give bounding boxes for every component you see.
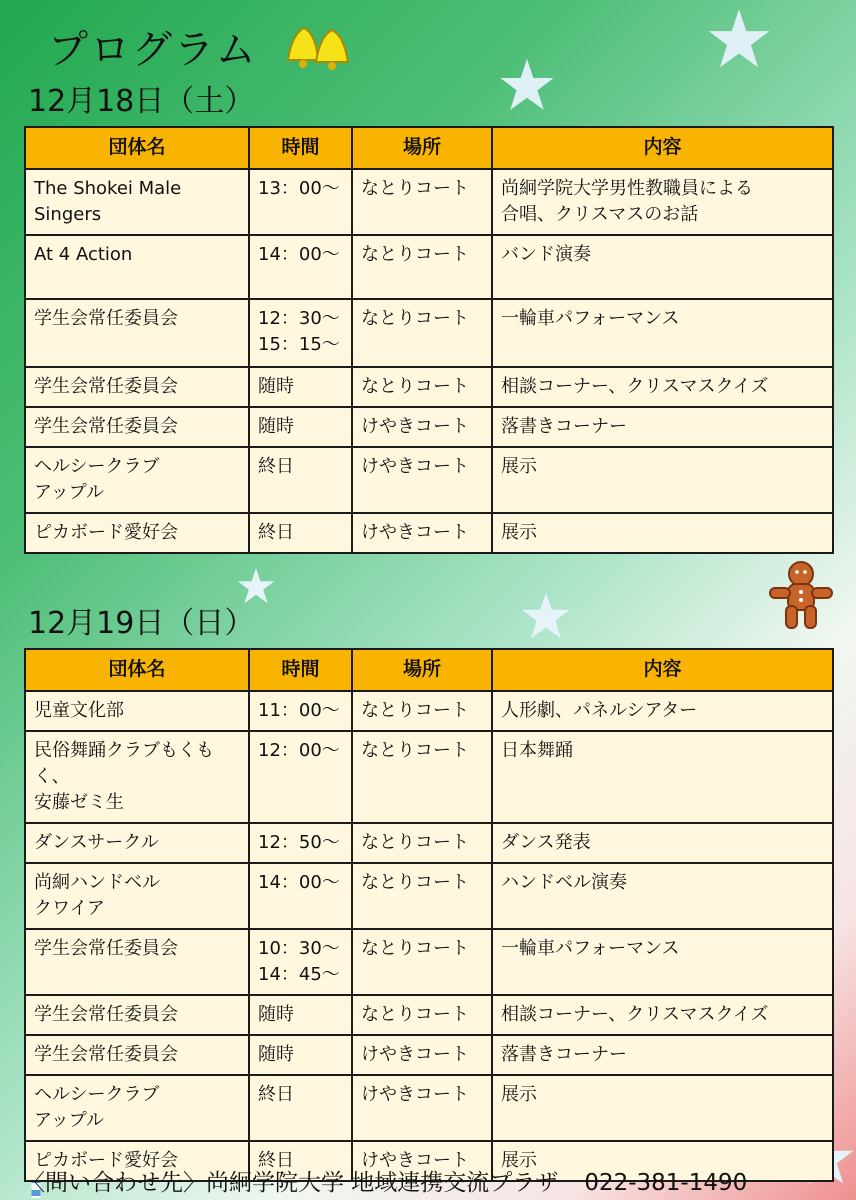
cell-time: 終日 (249, 447, 352, 513)
cell-time: 終日 (249, 1075, 352, 1141)
table-row (25, 299, 833, 367)
cell-content: 展示 (492, 447, 833, 513)
column-header-group: 団体名 (25, 127, 249, 169)
cell-group: 民俗舞踊クラブもくもく、 安藤ゼミ生 (25, 731, 249, 823)
cell-time: 14：00〜 (249, 235, 352, 299)
day1-date: 12月18日（土） (28, 84, 255, 119)
table-header-row (25, 127, 833, 169)
cell-group: 学生会常任委員会 (25, 299, 249, 367)
cell-content: 落書きコーナー (492, 1035, 833, 1075)
table-row (25, 407, 833, 447)
table-row (25, 367, 833, 407)
bell-icon (282, 14, 354, 74)
cell-place: なとりコート (352, 691, 492, 731)
cell-place: なとりコート (352, 731, 492, 823)
table-row (25, 823, 833, 863)
cell-content: 相談コーナー、クリスマスクイズ (492, 995, 833, 1035)
star-icon (706, 6, 772, 72)
cell-group: ピカボード愛好会 (25, 513, 249, 553)
cell-group: 学生会常任委員会 (25, 995, 249, 1035)
cell-place: なとりコート (352, 929, 492, 995)
table-row (25, 513, 833, 553)
cell-group: 児童文化部 (25, 691, 249, 731)
cell-time: 10：30〜 14：45〜 (249, 929, 352, 995)
cell-time: 終日 (249, 513, 352, 553)
column-header-place: 場所 (352, 127, 492, 169)
table-row (25, 691, 833, 731)
cell-place: けやきコート (352, 1141, 492, 1181)
cell-group: ダンスサークル (25, 823, 249, 863)
cell-time: 13：00〜 (249, 169, 352, 235)
cell-content: 相談コーナー、クリスマスクイズ (492, 367, 833, 407)
cell-group: ピカボード愛好会 (25, 1141, 249, 1181)
day2-date: 12月19日（日） (28, 606, 255, 641)
table-row (25, 447, 833, 513)
table-row (25, 1075, 833, 1141)
cell-group: At 4 Action (25, 235, 249, 299)
cell-time: 11：00〜 (249, 691, 352, 731)
cell-time: 随時 (249, 407, 352, 447)
cell-group: 学生会常任委員会 (25, 407, 249, 447)
column-header-time: 時間 (249, 127, 352, 169)
cell-content: ハンドベル演奏 (492, 863, 833, 929)
gingerbread-icon (766, 560, 836, 632)
column-header-content: 内容 (492, 127, 833, 169)
cell-place: なとりコート (352, 995, 492, 1035)
cell-time: 12：00〜 (249, 731, 352, 823)
cell-place: なとりコート (352, 863, 492, 929)
cell-group: The Shokei Male Singers (25, 169, 249, 235)
table-row (25, 995, 833, 1035)
table-row (25, 863, 833, 929)
cell-content: 日本舞踊 (492, 731, 833, 823)
table-header-row (25, 649, 833, 691)
cell-group: 学生会常任委員会 (25, 929, 249, 995)
cell-group: 学生会常任委員会 (25, 1035, 249, 1075)
cell-time: 14：00〜 (249, 863, 352, 929)
column-header-group: 団体名 (25, 649, 249, 691)
cell-content: ダンス発表 (492, 823, 833, 863)
contact-label: 〈問い合わせ先〉尚絅学院大学 地域連携交流プラザ (22, 1170, 559, 1196)
cell-content: 落書きコーナー (492, 407, 833, 447)
cell-content: 一輪車パフォーマンス (492, 929, 833, 995)
cell-place: なとりコート (352, 823, 492, 863)
cell-place: けやきコート (352, 513, 492, 553)
contact-phone: 022-381-1490 (584, 1170, 748, 1196)
cell-time: 随時 (249, 1035, 352, 1075)
cell-content: 尚絅学院大学男性教職員による 合唱、クリスマスのお話 (492, 169, 833, 235)
cell-place: なとりコート (352, 367, 492, 407)
day1-program-table (24, 126, 834, 554)
cell-place: けやきコート (352, 1075, 492, 1141)
day2-program-table (24, 648, 834, 1182)
cell-time: 随時 (249, 995, 352, 1035)
cell-content: 一輪車パフォーマンス (492, 299, 833, 367)
column-header-time: 時間 (249, 649, 352, 691)
cell-content: バンド演奏 (492, 235, 833, 299)
cell-time: 12：30〜 15：15〜 (249, 299, 352, 367)
cell-content: 展示 (492, 1075, 833, 1141)
cell-group: ヘルシークラブ アップル (25, 447, 249, 513)
cell-place: けやきコート (352, 447, 492, 513)
cell-time: 12：50〜 (249, 823, 352, 863)
cell-group: 学生会常任委員会 (25, 367, 249, 407)
star-icon (520, 590, 572, 642)
cell-content: 人形劇、パネルシアター (492, 691, 833, 731)
cell-time: 随時 (249, 367, 352, 407)
cell-content: 展示 (492, 1141, 833, 1181)
cell-place: なとりコート (352, 169, 492, 235)
cell-place: けやきコート (352, 407, 492, 447)
footer-contact (22, 1164, 747, 1197)
cell-group: 尚絅ハンドベル クワイア (25, 863, 249, 929)
table-row (25, 1035, 833, 1075)
table-row (25, 169, 833, 235)
column-header-place: 場所 (352, 649, 492, 691)
table-row (25, 235, 833, 299)
cell-place: なとりコート (352, 235, 492, 299)
cell-time: 終日 (249, 1141, 352, 1181)
cell-content: 展示 (492, 513, 833, 553)
cell-group: ヘルシークラブ アップル (25, 1075, 249, 1141)
star-icon (498, 56, 556, 114)
column-header-content: 内容 (492, 649, 833, 691)
cell-place: なとりコート (352, 299, 492, 367)
page-title: プログラム (48, 27, 258, 73)
table-row (25, 731, 833, 823)
table-row (25, 929, 833, 995)
cell-place: けやきコート (352, 1035, 492, 1075)
